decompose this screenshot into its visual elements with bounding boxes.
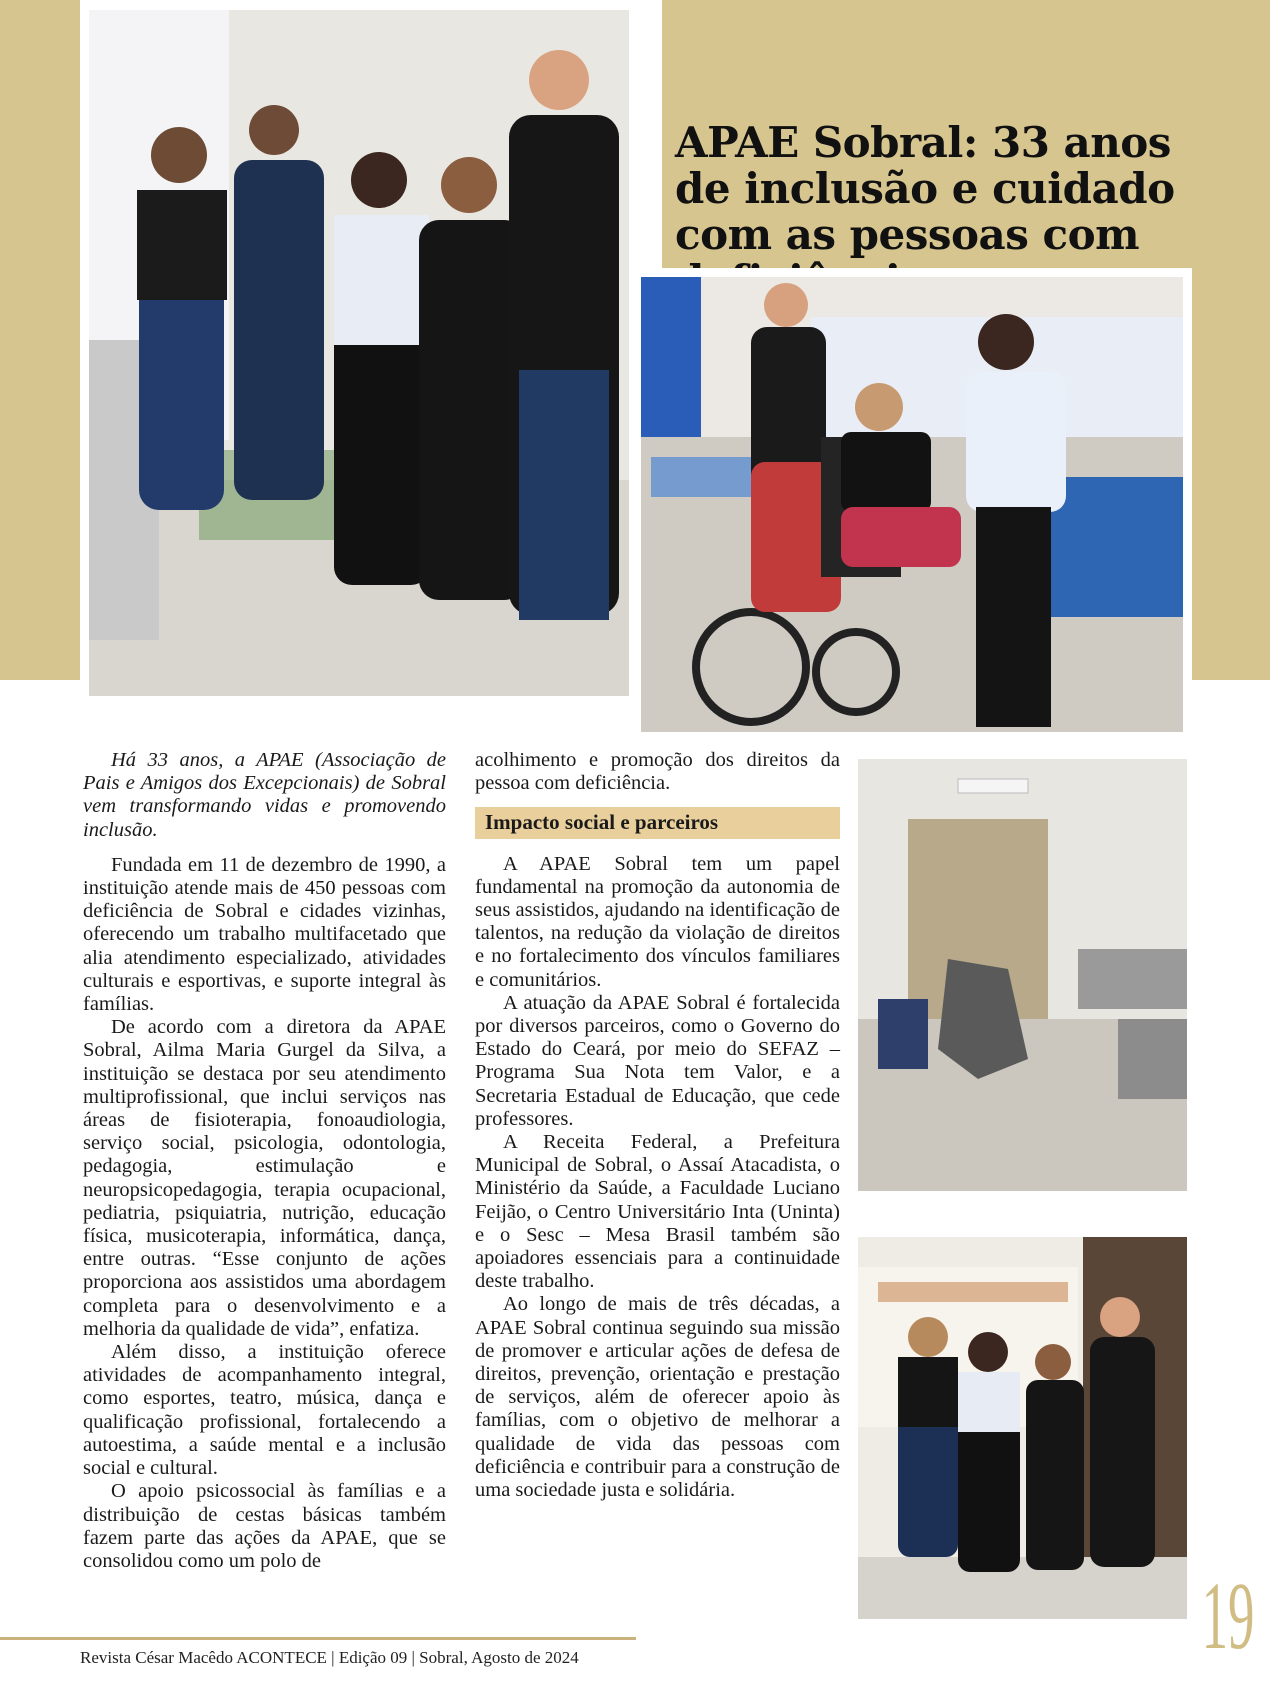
- paragraph: Ao longo de mais de três décadas, a APAE Sobral continua seguindo sua missão de promover e articular ações de defesa de direitos, prevenção, orientação e prestação de serviços, além de oferecer apoio às famílias, com o objetivo de melhorar a qualidade de vida das pessoas com deficiência e contribuir para a construção de uma sociedade justa e solidária.: [475, 1293, 840, 1502]
- article-title: APAE Sobral: 33 anos de inclusão e cuidado com as pessoas com: [675, 118, 1175, 260]
- photo-dental-room: [858, 759, 1187, 1191]
- article-column-1: [83, 749, 446, 1573]
- paragraph: A Receita Federal, a Prefeitura Municipal de Sobral, o Assaí Atacadista, o Ministério da Saúde, a Faculdade Luciano Feijão, o Centro Universitário Inta (Uninta) e o Sesc – Mesa Brasil também são apoiadores essenciais para a continuidade deste trabalho.: [475, 1131, 840, 1293]
- photo-therapy-room: [641, 277, 1183, 732]
- footer-rule: [0, 1637, 636, 1640]
- photo-group-of-four: [858, 1237, 1187, 1619]
- paragraph: Além disso, a instituição oferece atividades de acompanhamento integral, como esportes, teatro, música, dança e qualificação profissional, fortalecendo a autoestima, a saúde mental e a inclusão social e cultural.: [83, 1341, 446, 1480]
- paragraph: A APAE Sobral tem um papel fundamental na promoção da autonomia de seus assistidos, ajudando na identificação de talentos, na redução da violação de direitos e no fortalecimento dos vínculos familiares e comunitários.: [475, 852, 840, 991]
- paragraph: Fundada em 11 de dezembro de 1990, a instituição atende mais de 450 pessoas com deficiência de Sobral e cidades vizinhas, oferecendo um trabalho multifacetado que alia atendimento especializado, atividades culturais e esportivas, e suporte integral às famílias.: [83, 853, 446, 1016]
- section-heading: Impacto social e parceiros: [475, 807, 840, 838]
- paragraph: O apoio psicossocial às famílias e a distribuição de cestas básicas também fazem parte das ações da APAE, que se consolidou como um polo de: [83, 1480, 446, 1572]
- paragraph-continuation: acolhimento e promoção dos direitos da pessoa com deficiência.: [475, 749, 840, 795]
- article-column-2: [475, 749, 840, 1502]
- photo-group-of-five: [89, 10, 629, 696]
- paragraph: A atuação da APAE Sobral é fortalecida por diversos parceiros, como o Governo do Estado do Ceará, por meio do SEFAZ – Programa Sua Nota tem Valor, e a Secretaria Estadual de Educação, que cede professores.: [475, 991, 840, 1130]
- svg-text:19: 19: [1201, 1562, 1255, 1670]
- paragraph: De acordo com a diretora da APAE Sobral, Ailma Maria Gurgel da Silva, a instituição se destaca por seu atendimento multiprofissional, que inclui serviços nas áreas de fisioterapia, fonoaudiologia, serviço social, psicologia, odontologia, pedagogia, estimulação e neuropsicopedagogia, terapia ocupacional, pediatria, psiquiatria, nutrição, educação física, musicoterapia, informática, dança, entre outras. “Esse conjunto de ações proporciona aos assistidos uma abordagem completa para o desenvolvimento e a melhoria da qualidade de vida”, enfatiza.: [83, 1016, 446, 1340]
- page-number: [1201, 1558, 1255, 1670]
- footer-credit: Revista César Macêdo ACONTECE | Edição 09 | Sobral, Agosto de 2024: [80, 1648, 579, 1667]
- article-lead: Há 33 anos, a APAE (Associação de Pais e Amigos dos Excepcionais) de Sobral vem transformando vidas e promovendo inclusão.: [83, 749, 446, 841]
